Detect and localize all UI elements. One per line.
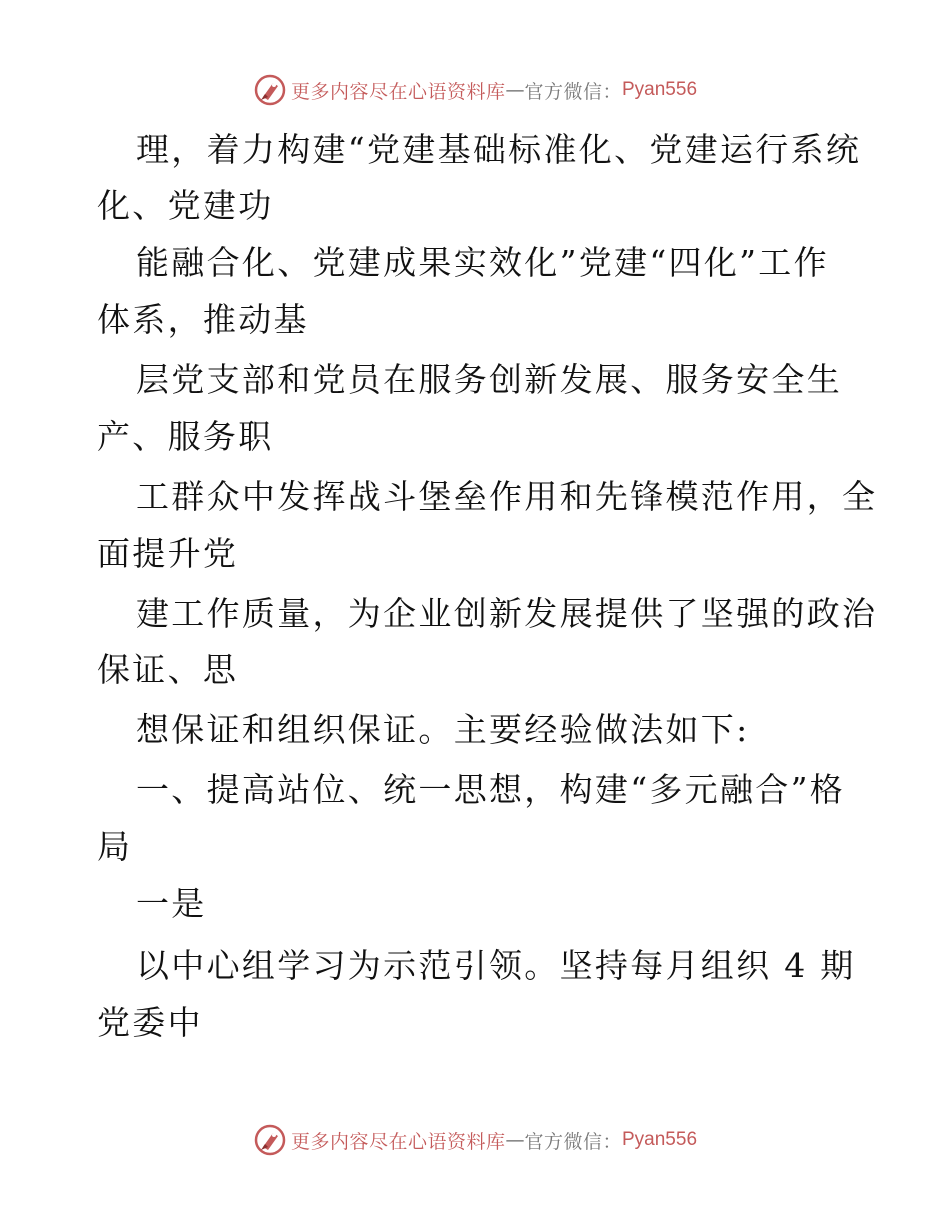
body-line: 想保证和组织保证。主要经验做法如下: bbox=[136, 710, 750, 749]
watermark-contact-id: Pyan556 bbox=[622, 1129, 698, 1150]
body-line: 党委中 bbox=[97, 1003, 203, 1042]
watermark-separator: — bbox=[505, 79, 525, 101]
pen-nib-logo-icon bbox=[253, 73, 287, 107]
header-watermark bbox=[0, 72, 950, 108]
body-line: 建工作质量，为企业创新发展提供了坚强的政治 bbox=[136, 594, 878, 633]
footer-watermark bbox=[0, 1122, 950, 1158]
body-line: 理，着力构建“党建基础标准化、党建运行系统 bbox=[136, 130, 862, 169]
body-line: 能融合化、党建成果实效化”党建“四化”工作 bbox=[136, 243, 829, 282]
body-line: 局 bbox=[97, 827, 133, 866]
body-line: 产、服务职 bbox=[97, 417, 274, 456]
watermark-separator: — bbox=[505, 1129, 525, 1151]
watermark-contact-label: 官方微信： bbox=[524, 80, 622, 103]
body-line: 化、党建功 bbox=[97, 186, 274, 225]
watermark-contact-label: 官方微信： bbox=[524, 1130, 622, 1153]
body-line: 层党支部和党员在服务创新发展、服务安全生 bbox=[136, 360, 842, 399]
body-line: 体系，推动基 bbox=[97, 300, 309, 339]
body-line: 工群众中发挥战斗堡垒作用和先锋模范作用，全 bbox=[136, 477, 878, 516]
watermark-text: 更多内容尽在心语资料库 bbox=[290, 1130, 506, 1153]
body-line: 以中心组学习为示范引领。坚持每月组织 4 期 bbox=[136, 946, 856, 985]
body-line: 一、提高站位、统一思想，构建“多元融合”格 bbox=[136, 770, 846, 809]
watermark-text: 更多内容尽在心语资料库 bbox=[290, 80, 506, 103]
pen-nib-logo-icon bbox=[253, 1123, 287, 1157]
body-line: 面提升党 bbox=[97, 534, 239, 573]
body-line: 一是 bbox=[136, 884, 207, 923]
watermark-contact-id: Pyan556 bbox=[622, 79, 698, 100]
body-line: 保证、思 bbox=[97, 650, 239, 689]
